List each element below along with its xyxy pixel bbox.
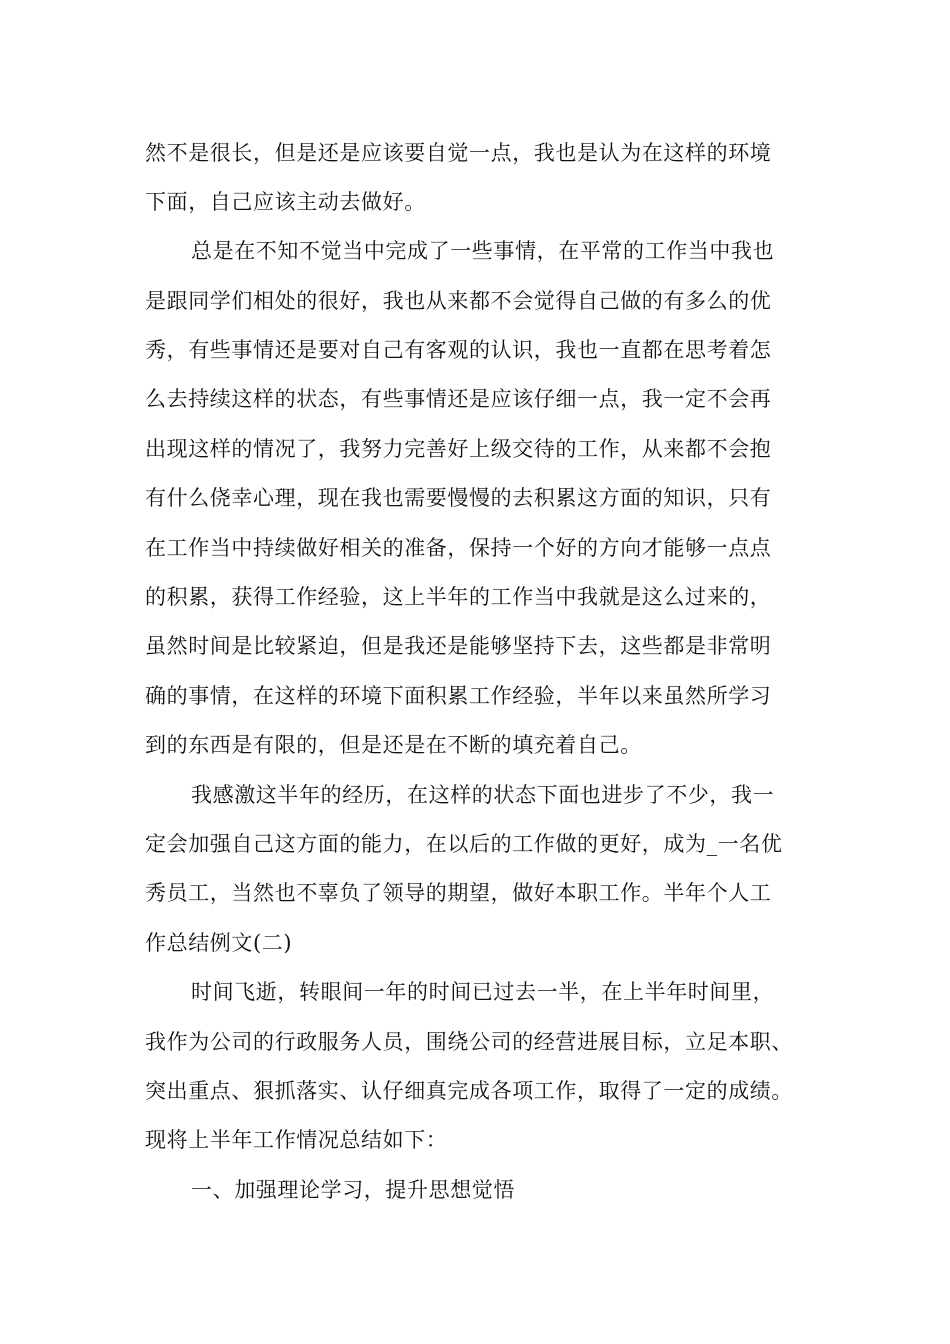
paragraph-2-line-6: 有什么侥幸心理，现在我也需要慢慢的去积累这方面的知识，只有: [145, 486, 772, 510]
paragraph-4-line-4: 现将上半年工作情况总结如下：: [145, 1128, 448, 1152]
paragraph-2-line-8: 的积累，获得工作经验，这上半年的工作当中我就是这么过来的，: [145, 585, 772, 609]
paragraph-1-line-1: 然不是很长，但是还是应该要自觉一点，我也是认为在这样的环境: [145, 141, 772, 165]
paragraph-3-line-4: 作总结例文(二): [145, 931, 293, 955]
paragraph-3-line-1: 我感激这半年的经历，在这样的状态下面也进步了不少，我一: [191, 783, 775, 807]
paragraph-2-line-3: 秀，有些事情还是要对自己有客观的认识，我也一直都在思考着怎: [145, 338, 772, 362]
paragraph-2-line-7: 在工作当中持续做好相关的准备，保持一个好的方向才能够一点点: [145, 536, 772, 560]
paragraph-3-line-2: 定会加强自己这方面的能力，在以后的工作做的更好，成为_一名优: [145, 832, 783, 856]
paragraph-2-line-5: 出现这样的情况了，我努力完善好上级交待的工作，从来都不会抱: [145, 437, 772, 461]
section-heading: 一、加强理论学习，提升思想觉悟: [191, 1178, 515, 1202]
paragraph-4-line-2: 我作为公司的行政服务人员，围绕公司的经营进展目标，立足本职、: [145, 1030, 793, 1054]
paragraph-3-line-3: 秀员工，当然也不辜负了领导的期望，做好本职工作。半年个人工: [145, 881, 772, 905]
paragraph-4-line-1: 时间飞逝，转眼间一年的时间已过去一半，在上半年时间里，: [191, 980, 775, 1004]
paragraph-2-line-11: 到的东西是有限的，但是还是在不断的填充着自己。: [145, 733, 642, 757]
paragraph-2-line-9: 虽然时间是比较紧迫，但是我还是能够坚持下去，这些都是非常明: [145, 634, 772, 658]
paragraph-2-line-10: 确的事情，在这样的环境下面积累工作经验，半年以来虽然所学习: [145, 684, 772, 708]
paragraph-2-line-2: 是跟同学们相处的很好，我也从来都不会觉得自己做的有多么的优: [145, 289, 772, 313]
paragraph-4-line-3: 突出重点、狠抓落实、认仔细真完成各项工作，取得了一定的成绩。: [145, 1079, 793, 1103]
paragraph-2-line-4: 么去持续这样的状态，有些事情还是应该仔细一点，我一定不会再: [145, 387, 772, 411]
paragraph-1-line-2: 下面，自己应该主动去做好。: [145, 190, 426, 214]
paragraph-2-line-1: 总是在不知不觉当中完成了一些事情，在平常的工作当中我也: [191, 239, 775, 263]
